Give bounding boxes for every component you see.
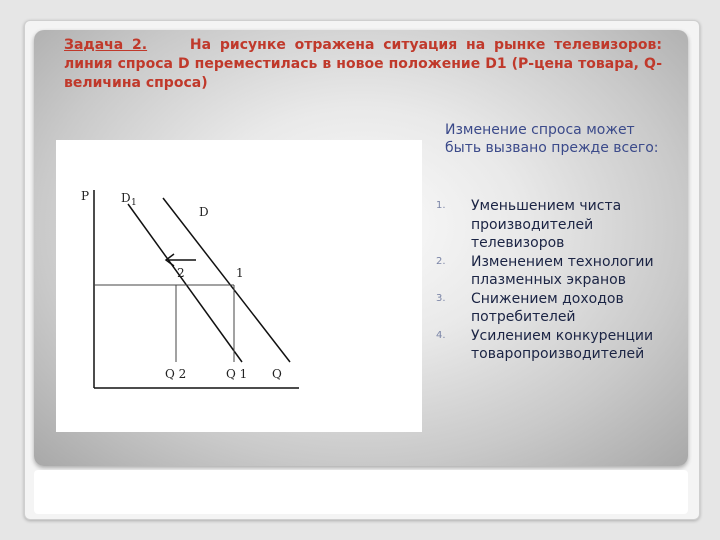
demand-curve-d1 (128, 204, 242, 362)
demand-graph-svg (56, 140, 422, 432)
list-item-text: Уменьшением чиста производителей телевизоров (471, 198, 622, 251)
answer-list (436, 197, 686, 364)
tick-q1-label: Q 1 (226, 367, 248, 381)
slide-footer (34, 470, 688, 514)
task-text: На рисунке отражена ситуация на рынке телевизоров: линия спроса D переместилась в новое положение D1 (Р-цена товара, Q- величина спроса) (64, 37, 663, 91)
list-item-text: Изменением технологии плазменных экранов (471, 253, 654, 288)
point-2-label: 2 (177, 266, 185, 280)
list-item (436, 327, 686, 364)
curve-d1-label: D (121, 191, 131, 205)
task-heading (64, 36, 662, 93)
demand-graph (56, 140, 422, 432)
list-item-number: 4. (436, 329, 446, 341)
list-item-number: 2. (436, 255, 446, 267)
curve-d-label: D (199, 205, 209, 219)
curve-d1-subscript: 1 (131, 198, 137, 208)
axis-p-label: P (81, 189, 90, 203)
list-item (436, 290, 686, 327)
list-item (436, 253, 686, 290)
point-1-label: 1 (236, 266, 244, 280)
list-item (436, 197, 686, 253)
tick-q2-label: Q 2 (165, 367, 187, 381)
task-label: Задача 2. (64, 37, 148, 53)
list-item-text: Усилением конкуренции товаропроизводителей (471, 327, 654, 362)
list-item-number: 3. (436, 292, 446, 304)
list-item-text: Снижением доходов потребителей (471, 290, 624, 325)
list-item-number: 1. (436, 200, 446, 211)
axis-q-label: Q (272, 367, 282, 381)
question-lead: Изменение спроса может быть вызвано прежде всего: (445, 122, 659, 156)
